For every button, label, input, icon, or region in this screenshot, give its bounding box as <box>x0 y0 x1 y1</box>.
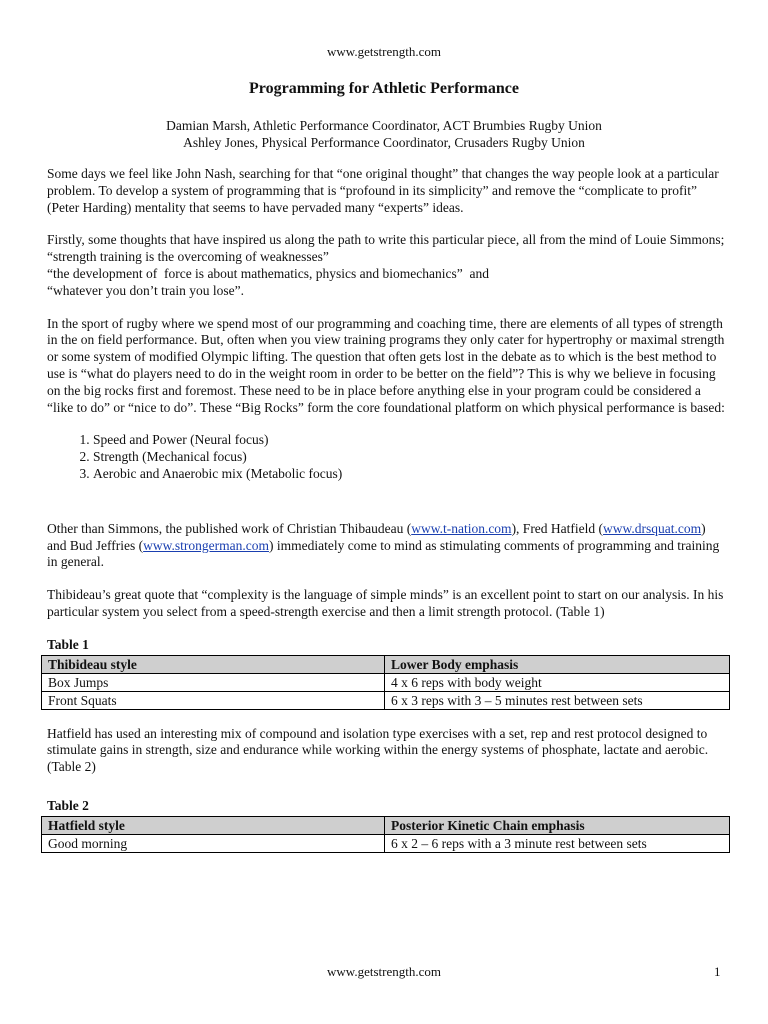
quote: “strength training is the overcoming of weaknesses” <box>47 249 329 265</box>
author-line: Damian Marsh, Athletic Performance Coordinator, ACT Brumbies Rugby Union <box>166 118 602 133</box>
text-segment: ), Fred Hatfield ( <box>511 520 604 536</box>
paragraph-intro: Firstly, some thoughts that have inspired us along the path to write this particular piece, all from the mind of Louie Simmons; <box>47 232 725 248</box>
table-cell: Box Jumps <box>42 673 385 691</box>
table-header-cell: Hatfield style <box>42 816 385 834</box>
author-block <box>0 117 768 151</box>
document-body <box>47 166 727 869</box>
link-strongerman[interactable]: www.strongerman.com <box>143 537 269 553</box>
table-cell: Front Squats <box>42 691 385 709</box>
big-rocks-list <box>47 432 727 482</box>
page-number: 1 <box>714 964 721 979</box>
paragraph: Thibideau’s great quote that “complexity is the language of simple minds” is an excellent point to start on our analysis. In his particular system you select from a speed-strength exercise and then a limit strength protocol. (Table 1) <box>47 587 724 619</box>
paragraph-links <box>47 521 727 571</box>
quote: “whatever you don’t train you lose”. <box>47 282 244 298</box>
table2-caption: Table 2 <box>47 797 89 813</box>
list-item: 3. Aerobic and Anaerobic mix (Metabolic focus) <box>93 466 727 483</box>
table-header-row <box>42 816 730 834</box>
link-drsquat[interactable]: www.drsquat.com <box>603 520 702 536</box>
table2 <box>41 816 730 853</box>
table-cell: 6 x 3 reps with 3 – 5 minutes rest between sets <box>385 691 730 709</box>
page-title: Programming for Athletic Performance <box>249 80 519 97</box>
footer-site: www.getstrength.com <box>327 964 441 979</box>
table-row <box>42 834 730 852</box>
table-cell: 6 x 2 – 6 reps with a 3 minute rest between sets <box>385 834 730 852</box>
paragraph: Hatfield has used an interesting mix of compound and isolation type exercises with a set, rep and rest protocol designed to stimulate gains in strength, size and endurance while working within the energy systems of phosphate, lactate and aerobic. (Table 2) <box>47 725 709 775</box>
text-segment: Other than Simmons, the published work of Christian Thibaudeau ( <box>47 520 412 536</box>
header-site: www.getstrength.com <box>327 44 441 59</box>
table-row <box>42 691 730 709</box>
quote: “the development of force is about mathematics, physics and biomechanics” and <box>47 265 489 281</box>
link-t-nation[interactable]: www.t-nation.com <box>411 520 512 536</box>
table-header-cell: Lower Body emphasis <box>385 655 730 673</box>
table-row <box>42 673 730 691</box>
text-segment: ) and Bud Jeffries ( <box>47 520 706 553</box>
text-segment: ) immediately come to mind as stimulating comments of programming and training in general. <box>47 537 720 570</box>
table-cell: Good morning <box>42 834 385 852</box>
table1 <box>41 655 730 710</box>
table-header-cell: Posterior Kinetic Chain emphasis <box>385 816 730 834</box>
author-line: Ashley Jones, Physical Performance Coordinator, Crusaders Rugby Union <box>183 135 585 150</box>
paragraph-quotes <box>47 232 727 299</box>
table-cell: 4 x 6 reps with body weight <box>385 673 730 691</box>
table-header-cell: Thibideau style <box>42 655 385 673</box>
list-item: 2. Strength (Mechanical focus) <box>93 449 727 466</box>
table-header-row <box>42 655 730 673</box>
list-item: 1. Speed and Power (Neural focus) <box>93 432 727 449</box>
paragraph: In the sport of rugby where we spend most of our programming and coaching time, there are elements of all types of strength in the on field performance. But, often when you view training programs they only cater for hypertrophy or maximal strength or some system of modified Olympic lifting. The question that often gets lost in the debate as to which is the best method to use is “what do players need to do in the weight room in order to be better on the field”? This is why we believe in focusing on the big rocks first and foremost. These need to be in place before anything else in your program could be considered a “like to do” or “nice to do”. These “Big Rocks” form the core foundational platform on which physical performance is based: <box>47 315 725 415</box>
paragraph: Some days we feel like John Nash, searching for that “one original thought” that changes the way people look at a particular problem. To develop a system of programming that is “profound in its simplicity” and remove the “complicate to profit” (Peter Harding) mentality that seems to have pervaded many “experts” ideas. <box>47 166 719 215</box>
table1-caption: Table 1 <box>47 636 89 652</box>
